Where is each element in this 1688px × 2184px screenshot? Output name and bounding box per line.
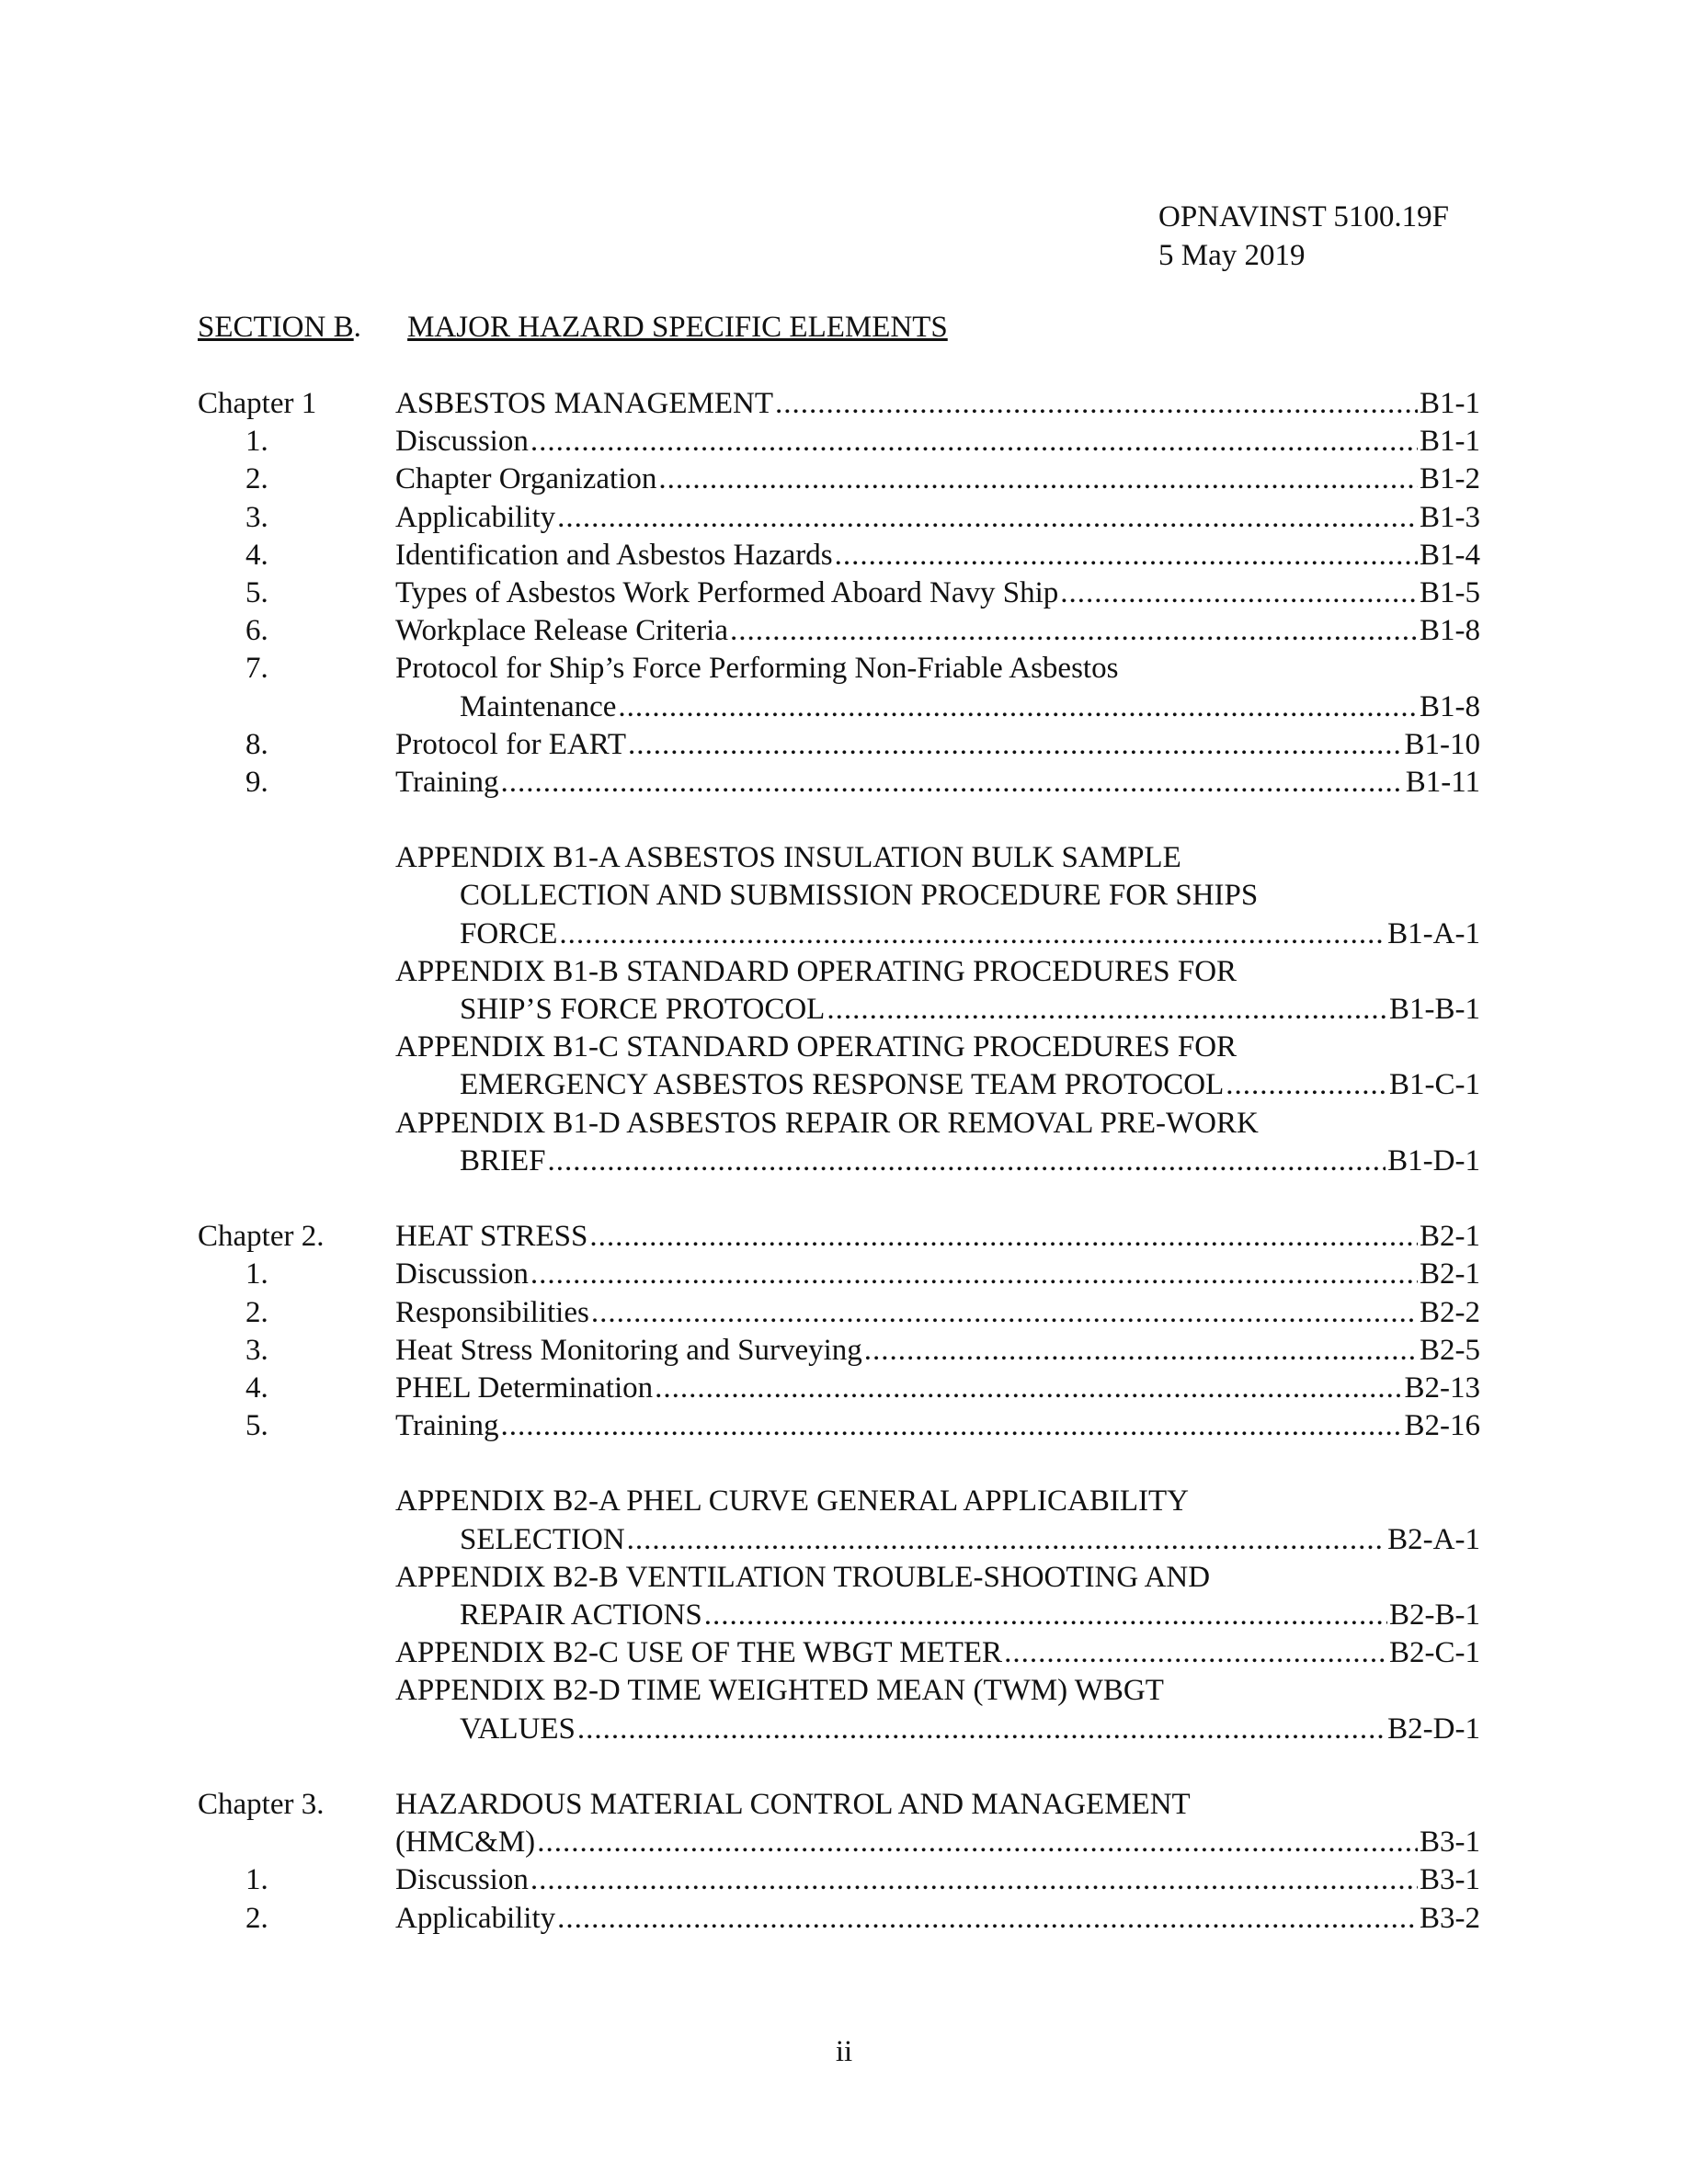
entry-page-number: B1-5 (1420, 575, 1480, 609)
entry-title: Workplace Release Criteria (395, 614, 729, 648)
entry-title: ASBESTOS MANAGEMENT (395, 387, 774, 420)
appendix-row (198, 1144, 1480, 1182)
toc-entry-text (395, 1107, 1480, 1141)
dot-leader (1226, 1068, 1387, 1102)
dot-leader (530, 1863, 1418, 1897)
toc-entry-text (395, 614, 1480, 648)
toc-entry-text (460, 1144, 1480, 1178)
document-header (1158, 198, 1449, 275)
item-number: 2. (245, 1901, 268, 1935)
appendix-row (198, 879, 1480, 916)
item-number: 2. (245, 1295, 268, 1329)
toc-entry-text (395, 462, 1480, 496)
toc-entry-text (395, 1220, 1480, 1254)
toc-entry-text (395, 387, 1480, 421)
toc-entry-text (395, 1371, 1480, 1405)
appendix-row (198, 955, 1480, 993)
appendix-title: EMERGENCY ASBESTOS RESPONSE TEAM PROTOCOL (460, 1068, 1225, 1102)
document-id: OPNAVINST 5100.19F (1158, 200, 1450, 233)
entry-title: Heat Stress Monitoring and Surveying (395, 1333, 862, 1367)
toc-item-row (198, 1296, 1480, 1334)
toc-entry-text (395, 576, 1480, 610)
entry-page-number: B2-13 (1404, 1371, 1480, 1405)
dot-leader (530, 425, 1418, 459)
appendix-row (198, 1523, 1480, 1561)
spacer (198, 1182, 1480, 1220)
appendix-row (198, 993, 1480, 1030)
dot-leader (864, 1334, 1418, 1368)
chapter-row (198, 1788, 1480, 1826)
appendix-title: REPAIR ACTIONS (460, 1598, 702, 1632)
entry-page-number: B2-5 (1420, 1333, 1480, 1367)
dot-leader (557, 1902, 1418, 1936)
appendix-row (198, 1598, 1480, 1636)
appendix-title: SHIP’S FORCE PROTOCOL (460, 993, 826, 1026)
section-label: SECTION B (198, 311, 354, 344)
entry-title: HEAT STRESS (395, 1220, 588, 1254)
entry-page-number: B1-10 (1404, 727, 1480, 761)
toc-item-row (198, 501, 1480, 539)
dot-leader (559, 917, 1386, 951)
appendix-row (198, 1712, 1480, 1750)
dot-leader (775, 387, 1418, 421)
entry-page-number: B3-2 (1420, 1901, 1480, 1935)
item-number: 5. (245, 575, 268, 609)
toc-item-row (198, 652, 1480, 689)
appendix-title: APPENDIX B2-B VENTILATION TROUBLE-SHOOTING AND (395, 1560, 1211, 1594)
appendix-row (198, 1561, 1480, 1598)
toc-item-row (198, 766, 1480, 803)
dot-leader (627, 1523, 1386, 1557)
dot-leader (704, 1598, 1387, 1632)
toc-entry-text (395, 955, 1480, 989)
dot-leader (628, 728, 1403, 762)
entry-page-number: B1-3 (1420, 500, 1480, 534)
entry-page-number: B1-1 (1420, 387, 1480, 420)
entry-page-number: B1-8 (1420, 689, 1480, 723)
table-of-contents (198, 387, 1480, 1939)
entry-page-number: B1-B-1 (1389, 993, 1480, 1026)
appendix-title: COLLECTION AND SUBMISSION PROCEDURE FOR SHIPS (460, 879, 1259, 913)
toc-entry-text (395, 1902, 1480, 1936)
toc-item-row (198, 728, 1480, 766)
toc-entry-text (460, 690, 1480, 724)
appendix-title: APPENDIX B1-C STANDARD OPERATING PROCEDURES FOR (395, 1030, 1237, 1064)
appendix-title: VALUES (460, 1712, 576, 1746)
entry-page-number: B1-D-1 (1387, 1143, 1480, 1177)
toc-entry-text (395, 1674, 1480, 1708)
toc-item-row (198, 1334, 1480, 1371)
toc-entry-text (460, 1523, 1480, 1557)
dot-leader (530, 1257, 1418, 1291)
dot-leader (500, 1409, 1402, 1443)
toc-item-row (198, 539, 1480, 576)
item-number: 4. (245, 1371, 268, 1405)
chapter-label: Chapter 3. (198, 1787, 325, 1821)
entry-page-number: B1-1 (1420, 425, 1480, 459)
toc-entry-text (395, 766, 1480, 800)
toc-entry-text (395, 1409, 1480, 1443)
section-title: MAJOR HAZARD SPECIFIC ELEMENTS (407, 311, 948, 344)
spacer (198, 1750, 1480, 1788)
entry-page-number: B3-1 (1420, 1826, 1480, 1860)
appendix-title: FORCE (460, 916, 558, 950)
toc-entry-text (395, 1561, 1480, 1595)
dot-leader (537, 1826, 1418, 1860)
toc-entry-text (395, 425, 1480, 459)
toc-entry-text (460, 1598, 1480, 1632)
appendix-row (198, 1107, 1480, 1144)
toc-item-row (198, 1409, 1480, 1447)
entry-title: Training (395, 765, 499, 799)
entry-title: Chapter Organization (395, 462, 657, 496)
toc-entry-text (395, 1788, 1480, 1822)
chapter-row-cont (198, 1826, 1480, 1863)
entry-page-number: B2-1 (1420, 1257, 1480, 1291)
toc-entry-text (395, 1826, 1480, 1860)
appendix-title: APPENDIX B1-D ASBESTOS REPAIR OR REMOVAL PRE-WORK (395, 1106, 1259, 1140)
entry-page-number: B1-A-1 (1387, 916, 1480, 950)
toc-entry-text (395, 539, 1480, 573)
entry-title: Discussion (395, 425, 529, 459)
toc-entry-text (460, 1712, 1480, 1746)
entry-page-number: B2-1 (1420, 1220, 1480, 1254)
dot-leader (658, 462, 1418, 496)
entry-title: PHEL Determination (395, 1371, 654, 1405)
appendix-title: APPENDIX B2-C USE OF THE WBGT METER (395, 1636, 1003, 1670)
item-number: 7. (245, 652, 268, 686)
entry-title: Protocol for Ship’s Force Performing Non-Friable Asbestos (395, 652, 1119, 686)
entry-page-number: B2-D-1 (1387, 1712, 1480, 1746)
spacer (198, 803, 1480, 841)
dot-leader (500, 766, 1403, 800)
item-number: 3. (245, 1333, 268, 1367)
entry-title: Training (395, 1409, 499, 1443)
entry-title: (HMC&M) (395, 1826, 536, 1860)
appendix-row (198, 1636, 1480, 1674)
appendix-row (198, 1674, 1480, 1712)
entry-page-number: B1-C-1 (1389, 1068, 1480, 1102)
toc-entry-text (395, 501, 1480, 535)
dot-leader (589, 1220, 1418, 1254)
toc-item-row (198, 576, 1480, 614)
appendix-title: SELECTION (460, 1522, 625, 1556)
page-number: ii (835, 2035, 853, 2068)
chapter-row (198, 1220, 1480, 1257)
entry-title: Applicability (395, 500, 556, 534)
chapter-label: Chapter 2. (198, 1220, 325, 1254)
appendix-title: APPENDIX B2-A PHEL CURVE GENERAL APPLICABILITY (395, 1484, 1190, 1519)
toc-entry-text (395, 1484, 1480, 1519)
entry-title: Discussion (395, 1257, 529, 1291)
entry-page-number: B2-C-1 (1389, 1636, 1480, 1670)
entry-page-number: B3-1 (1420, 1863, 1480, 1897)
appendix-title: APPENDIX B2-D TIME WEIGHTED MEAN (TWM) WBGT (395, 1674, 1164, 1708)
item-number: 8. (245, 727, 268, 761)
toc-entry-text (395, 652, 1480, 686)
item-number: 1. (245, 425, 268, 459)
entry-page-number: B2-B-1 (1389, 1598, 1480, 1632)
dot-leader (655, 1371, 1402, 1405)
toc-item-row (198, 425, 1480, 462)
toc-entry-text (395, 1030, 1480, 1064)
entry-title: Types of Asbestos Work Performed Aboard Navy Ship (395, 575, 1059, 609)
toc-entry-text (460, 1068, 1480, 1102)
entry-page-number: B1-2 (1420, 462, 1480, 496)
entry-page-number: B2-A-1 (1387, 1522, 1480, 1556)
entry-title: Responsibilities (395, 1295, 589, 1329)
entry-title: Protocol for EART (395, 727, 626, 761)
toc-item-row (198, 462, 1480, 500)
entry-title: Maintenance (460, 689, 617, 723)
toc-item-row (198, 614, 1480, 652)
section-heading: SECTION B. MAJOR HAZARD SPECIFIC ELEMENTS (198, 311, 948, 344)
toc-entry-text (460, 879, 1480, 913)
appendix-row (198, 917, 1480, 955)
dot-leader (1004, 1636, 1387, 1670)
entry-page-number: B1-4 (1420, 538, 1480, 572)
dot-leader (557, 501, 1418, 535)
toc-item-row-cont (198, 690, 1480, 728)
dot-leader (548, 1144, 1386, 1178)
toc-entry-text (460, 993, 1480, 1027)
entry-title: Applicability (395, 1901, 556, 1935)
dot-leader (1060, 576, 1418, 610)
appendix-row (198, 841, 1480, 879)
toc-item-row (198, 1863, 1480, 1901)
chapter-row (198, 387, 1480, 425)
chapter-label: Chapter 1 (198, 387, 317, 420)
toc-entry-text (395, 1334, 1480, 1368)
appendix-title: BRIEF (460, 1143, 546, 1177)
item-number: 2. (245, 462, 268, 496)
entry-title: Identification and Asbestos Hazards (395, 538, 833, 572)
entry-page-number: B1-8 (1420, 614, 1480, 648)
toc-entry-text (395, 841, 1480, 875)
dot-leader (835, 539, 1418, 573)
toc-entry-text (395, 1636, 1480, 1670)
item-number: 1. (245, 1863, 268, 1897)
toc-entry-text (460, 917, 1480, 951)
entry-title: Discussion (395, 1863, 529, 1897)
entry-title: HAZARDOUS MATERIAL CONTROL AND MANAGEMENT (395, 1787, 1191, 1821)
entry-page-number: B2-2 (1420, 1295, 1480, 1329)
toc-entry-text (395, 1863, 1480, 1897)
toc-item-row (198, 1371, 1480, 1409)
toc-item-row (198, 1257, 1480, 1295)
appendix-title: APPENDIX B1-A ASBESTOS INSULATION BULK SAMPLE (395, 841, 1181, 875)
toc-entry-text (395, 1296, 1480, 1330)
entry-page-number: B2-16 (1404, 1409, 1480, 1443)
dot-leader (591, 1296, 1418, 1330)
dot-leader (730, 614, 1418, 648)
item-number: 3. (245, 500, 268, 534)
dot-leader (577, 1712, 1386, 1746)
toc-entry-text (395, 1257, 1480, 1291)
appendix-title: APPENDIX B1-B STANDARD OPERATING PROCEDURES FOR (395, 954, 1237, 988)
toc-entry-text (395, 728, 1480, 762)
spacer (198, 1447, 1480, 1484)
appendix-row (198, 1068, 1480, 1106)
item-number: 6. (245, 614, 268, 648)
appendix-row (198, 1484, 1480, 1522)
document-date: 5 May 2019 (1158, 239, 1306, 272)
toc-item-row (198, 1902, 1480, 1939)
entry-page-number: B1-11 (1405, 765, 1480, 799)
item-number: 5. (245, 1409, 268, 1443)
dot-leader (827, 993, 1387, 1027)
item-number: 9. (245, 765, 268, 799)
item-number: 1. (245, 1257, 268, 1291)
item-number: 4. (245, 538, 268, 572)
appendix-row (198, 1030, 1480, 1068)
dot-leader (618, 690, 1418, 724)
